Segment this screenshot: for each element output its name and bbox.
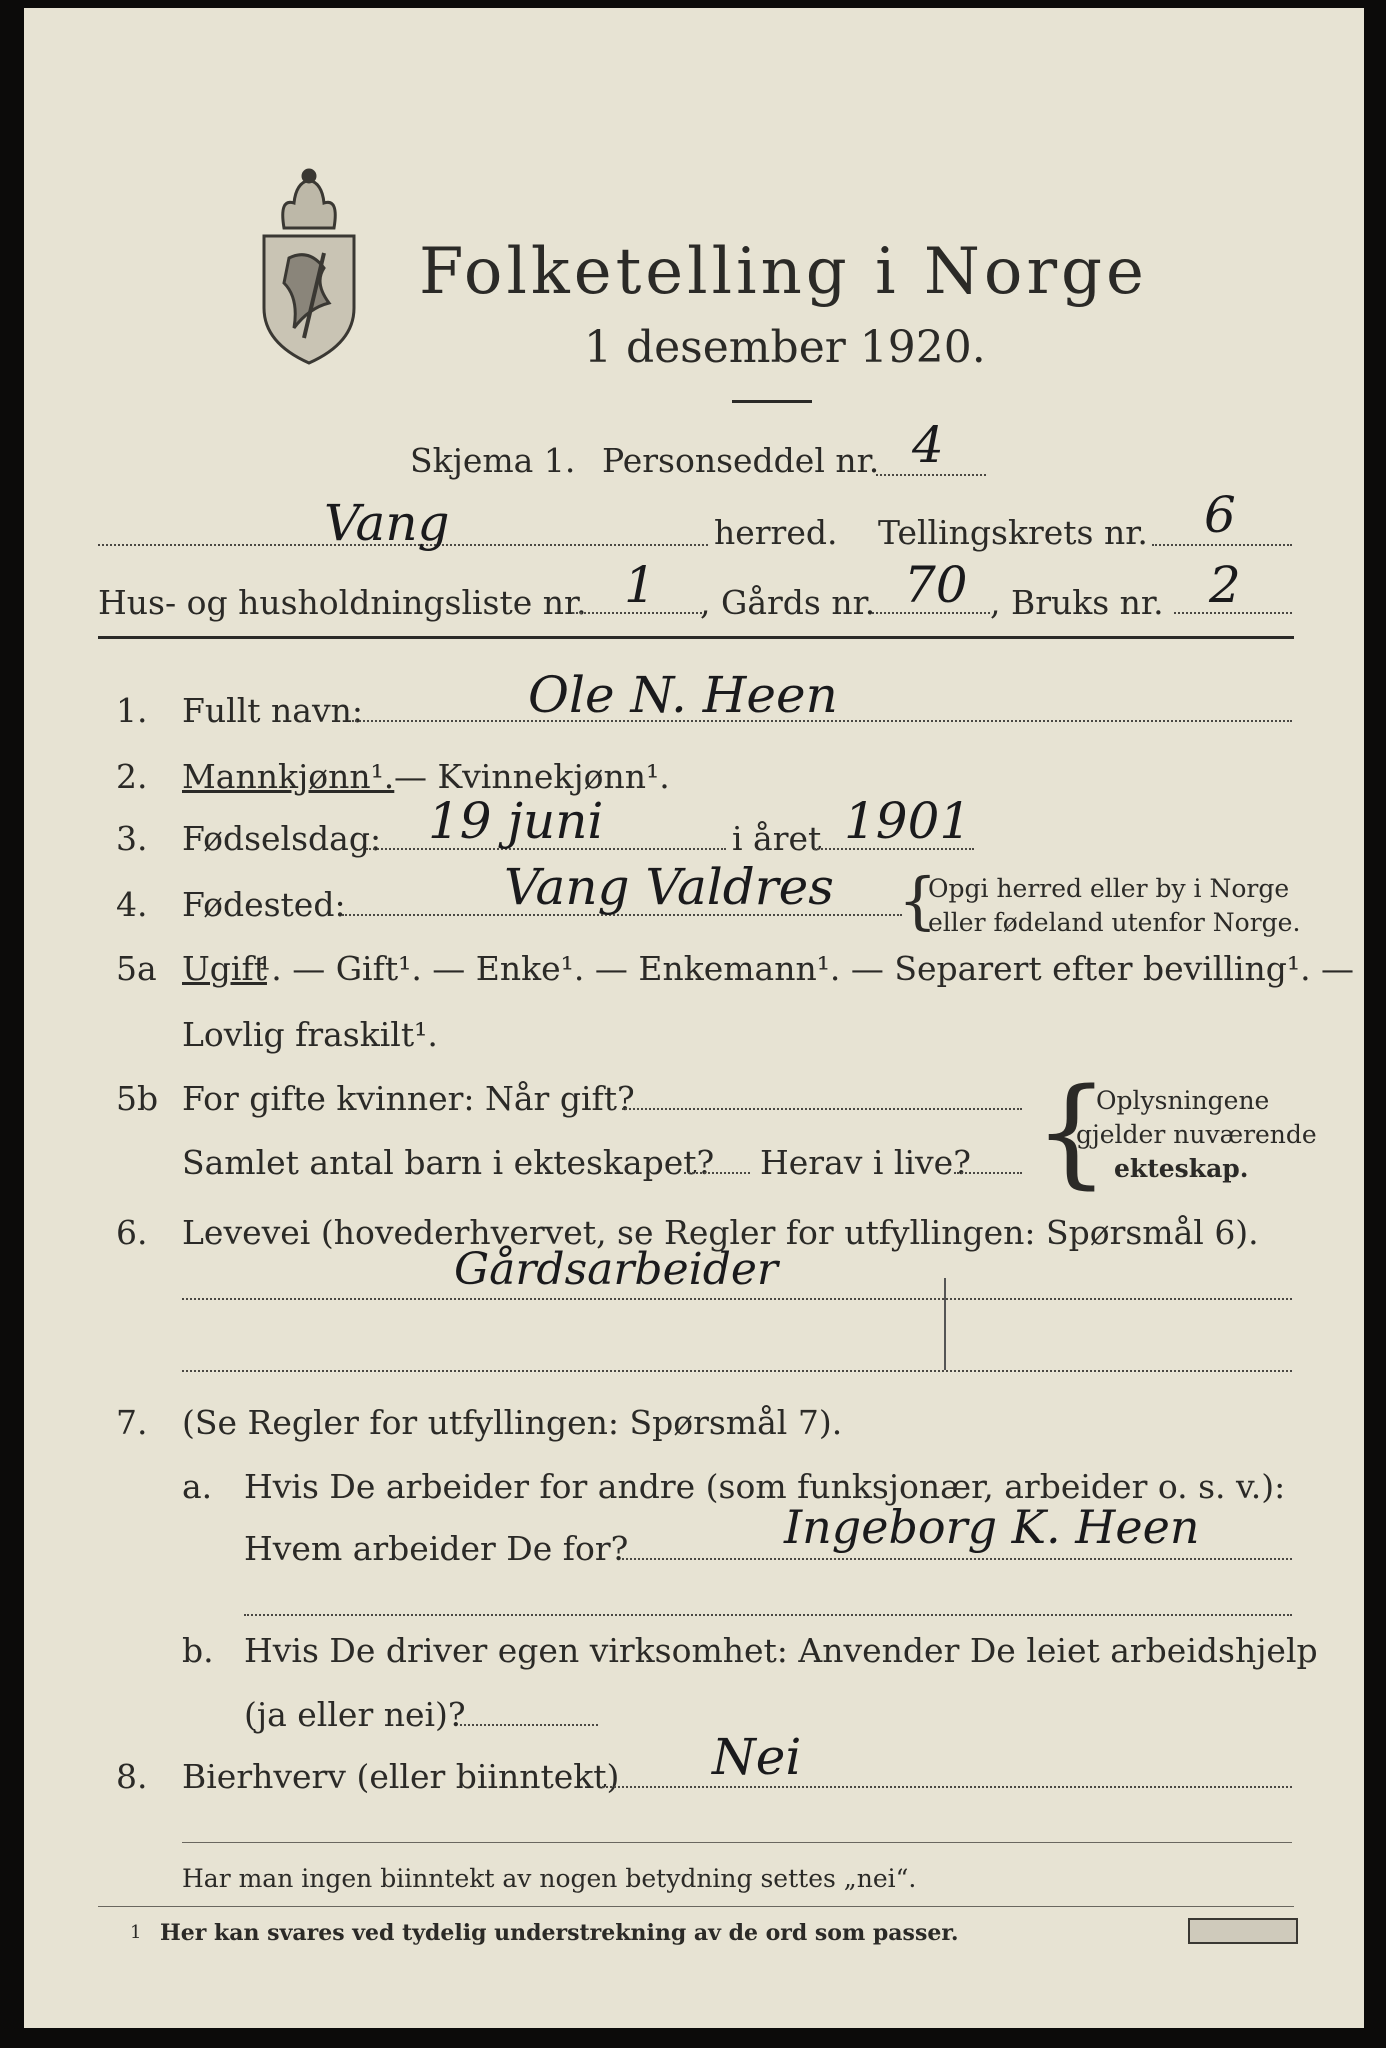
q2-kvinnekjonn: — Kvinnekjønn¹.: [394, 757, 670, 796]
q7a-line2: Hvem arbeider De for?: [244, 1529, 629, 1568]
footer-note: Har man ingen biinntekt av nogen betydning settes „nei“.: [182, 1864, 917, 1893]
q5a-options: ¹. — Gift¹. — Enke¹. — Enkemann¹. — Separert efter bevilling¹. —: [258, 949, 1355, 988]
herred-label: herred.: [714, 513, 838, 552]
personseddel-label: Personseddel nr.: [602, 441, 880, 480]
q6-line1: [182, 1298, 1292, 1300]
q8-line: [602, 1786, 1292, 1788]
q1-value: Ole N. Heen: [528, 666, 838, 724]
q7b-line2: (ja eller nei)?: [244, 1695, 466, 1734]
q7-label: (Se Regler for utfyllingen: Spørsmål 7).: [182, 1403, 843, 1442]
q6-label: Levevei (hovederhvervet, se Regler for utfyllingen: Spørsmål 6).: [182, 1213, 1259, 1252]
footer-rule: [182, 1842, 1292, 1843]
q4-label: Fødested:: [182, 885, 346, 924]
gards-label: , Gårds nr.: [700, 583, 876, 622]
hus-value: 1: [624, 556, 656, 614]
q8-label: Bierhverv (eller biinntekt): [182, 1757, 620, 1796]
q7a-extra-line: [244, 1614, 1292, 1616]
q4-note-line1: Opgi herred eller by i Norge: [928, 874, 1290, 903]
coat-of-arms-emblem: [254, 158, 364, 368]
personseddel-line: [876, 474, 986, 476]
tellingskrets-line: [1152, 544, 1292, 546]
q5b-line1-dots: [622, 1108, 1022, 1110]
q7b-line1: Hvis De driver egen virksomhet: Anvender De leiet arbeidshjelp: [244, 1631, 1318, 1670]
q2-number: 2.: [116, 757, 148, 796]
q5b-note3: ekteskap.: [1114, 1154, 1249, 1183]
q7b-letter: b.: [182, 1631, 214, 1670]
hus-label: Hus- og husholdningsliste nr.: [98, 583, 587, 622]
q5b-line2a: Samlet antal barn i ekteskapet?: [182, 1143, 715, 1182]
q5a-number: 5a: [116, 949, 157, 988]
census-form: [24, 8, 1364, 2028]
printer-mark: [1188, 1918, 1298, 1944]
q2-mannkjonn: Mannkjønn¹.: [182, 757, 395, 796]
q1-label: Fullt navn:: [182, 691, 363, 730]
q5b-number: 5b: [116, 1079, 159, 1118]
herred-value: Vang: [324, 494, 450, 552]
q4-number: 4.: [116, 885, 148, 924]
q5b-brace: {: [1034, 1062, 1110, 1200]
q6-pen-mark: [944, 1278, 946, 1370]
q7a-value: Ingeborg K. Heen: [784, 1500, 1200, 1554]
q3-number: 3.: [116, 819, 148, 858]
q4-brace: {: [898, 864, 938, 937]
q7a-line1: Hvis De arbeider for andre (som funksjonær, arbeider o. s. v.):: [244, 1467, 1286, 1506]
header-rule: [98, 636, 1294, 639]
q4-note-line2: eller fødeland utenfor Norge.: [928, 908, 1301, 937]
q5b-line2b-dots: [954, 1172, 1022, 1174]
footnote-number: 1: [130, 1922, 142, 1943]
q8-number: 8.: [116, 1757, 148, 1796]
q3-year-value: 1901: [844, 792, 972, 850]
skjema-label: Skjema 1.: [410, 441, 576, 480]
footnote-rule: [98, 1906, 1294, 1907]
q7a-line: [622, 1558, 1292, 1560]
personseddel-value: 4: [912, 416, 944, 474]
q5b-line2a-dots: [684, 1172, 750, 1174]
q3-year-label: i året: [732, 819, 822, 858]
q4-value: Vang Valdres: [504, 858, 834, 916]
q5b-line1: For gifte kvinner: Når gift?: [182, 1079, 635, 1118]
q6-number: 6.: [116, 1213, 148, 1252]
q6-line2: [182, 1370, 1292, 1372]
q8-value: Nei: [712, 1728, 802, 1786]
q6-value: Gårdsarbeider: [454, 1244, 778, 1295]
gards-value: 70: [904, 556, 968, 614]
bruks-label: , Bruks nr.: [990, 583, 1164, 622]
q5b-note1: Oplysningene: [1096, 1086, 1270, 1115]
title-divider: [732, 400, 812, 403]
tellingskrets-value: 6: [1204, 486, 1236, 544]
q5b-line2b: Herav i live?: [760, 1143, 971, 1182]
bruks-value: 2: [1209, 556, 1241, 614]
form-title: Folketelling i Norge: [419, 235, 1148, 309]
tellingskrets-label: Tellingskrets nr.: [878, 513, 1148, 552]
q5a-line2: Lovlig fraskilt¹.: [182, 1015, 438, 1054]
q7a-letter: a.: [182, 1467, 213, 1506]
q7-number: 7.: [116, 1403, 148, 1442]
footnote-text: Her kan svares ved tydelig understrekning av de ord som passer.: [160, 1920, 959, 1946]
census-date: 1 desember 1920.: [584, 322, 986, 373]
q3-label: Fødselsdag:: [182, 819, 382, 858]
q5b-note2: gjelder nuværende: [1076, 1120, 1317, 1149]
q3-value: 19 juni: [428, 792, 604, 850]
q1-number: 1.: [116, 691, 148, 730]
q5a-ugift: Ugift: [182, 949, 267, 988]
q7b-line: [460, 1724, 598, 1726]
